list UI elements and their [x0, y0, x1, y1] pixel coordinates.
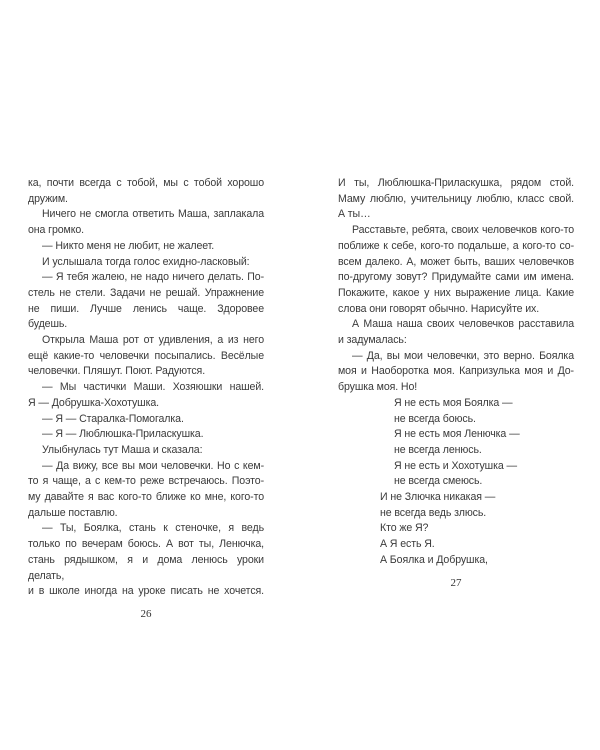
poem-line: Я не есть моя Боялка —: [394, 396, 513, 409]
text-line: брушка моя. Но!: [338, 381, 418, 394]
text-line: и задумалась:: [338, 334, 407, 347]
poem-line: не всегда ленюсь.: [394, 443, 482, 456]
text-line: стань рядышком, я и дома ленюсь уроки делать,: [28, 553, 264, 582]
right-page-text: [338, 176, 574, 591]
text-line: моя и Наоборотка моя. Капризулька моя и До-: [338, 365, 574, 378]
poem-line: Я не есть и Хохотушка —: [394, 459, 517, 472]
poem-line: Я не есть моя Ленючка —: [394, 428, 520, 441]
text-line: Открыла Маша рот от удивления, а из него: [42, 334, 264, 347]
text-line: не пиши. Лучше ленись чаще. Здоровее будешь.: [28, 302, 264, 331]
left-page-text: [28, 176, 264, 623]
text-line: стель не стели. Задачи не решай. Упражнение: [28, 286, 264, 299]
text-line: дальше поставлю.: [28, 506, 118, 519]
text-line: Я — Добрушка-Хохотушка.: [28, 396, 159, 409]
poem-line: И не Злючка никакая —: [380, 491, 496, 504]
text-line: то я чаще, а с кем-то реже встречаюсь. Поэто-: [28, 475, 264, 488]
text-line: и в школе иногда на уроке писать не хочется.: [28, 585, 264, 598]
poem-line: не всегда смеюсь.: [394, 475, 483, 488]
text-line: она громко.: [28, 224, 84, 237]
page-number-left: 26: [140, 607, 152, 620]
text-line: му давайте я вас кого-то ближе ко мне, кого-то: [28, 491, 264, 504]
text-line: А ты…: [338, 208, 371, 221]
text-line: ещё какие-то человечки посыпались. Весёлые: [28, 349, 264, 362]
text-line: по-другому зовут? Придумайте сами им имена.: [338, 271, 574, 284]
text-line: — Я — Люблюшка-Приласкушка.: [42, 428, 204, 441]
poem-line: А Я есть Я.: [380, 538, 435, 551]
text-line: Расставьте, ребята, своих человечков кого-то: [352, 224, 574, 237]
poem-line: не всегда ведь злюсь.: [380, 506, 487, 519]
text-line: — Я — Старалка-Помогалка.: [42, 412, 184, 425]
poem-line: А Боялка и Добрушка,: [380, 553, 488, 566]
text-line: человечки. Пляшут. Поют. Радуются.: [28, 365, 206, 378]
text-line: — Да, вы мои человечки, это верно. Боялка: [352, 349, 574, 362]
poem-line: Кто же Я?: [380, 522, 429, 535]
text-line: дружим.: [28, 192, 68, 205]
text-line: только по вечерам боюсь. А вот ты, Ленючка,: [28, 538, 264, 551]
text-line: — Ты, Боялка, стань к стеночке, я ведь: [42, 522, 264, 535]
text-line: Покажите, какое у них выражение лица. Какие: [338, 286, 574, 299]
text-line: И услышала тогда голос ехидно-ласковый:: [42, 255, 250, 268]
text-line: Ничего не смогла ответить Маша, заплакала: [42, 208, 264, 221]
page-number-right: 27: [450, 576, 462, 589]
text-line: И ты, Люблюшка-Приласкушка, рядом стой.: [338, 177, 574, 189]
text-line: Улыбнулась тут Маша и сказала:: [42, 443, 203, 456]
text-line: — Мы частички Маши. Хозяюшки нашей.: [42, 381, 264, 394]
text-line: всем далеко. А, может быть, ваших человечков: [338, 255, 574, 268]
text-line: — Никто меня не любит, не жалеет.: [42, 239, 215, 252]
poem-line: не всегда боюсь.: [394, 412, 476, 425]
text-line: поближе к себе, кого-то подальше, а кого-то со-: [338, 239, 574, 252]
text-line: — Я тебя жалею, не надо ничего делать. По-: [42, 271, 264, 284]
text-line: А Маша наша своих человечков расставила: [352, 318, 574, 331]
text-line: Маму люблю, учительницу люблю, класс свой.: [338, 192, 574, 205]
text-line: — Да вижу, все вы мои человечки. Но с кем-: [42, 459, 264, 472]
text-line: ка, почти всегда с тобой, мы с тобой хорошо: [28, 177, 264, 189]
text-line: слова они говорят обычно. Нарисуйте их.: [338, 302, 540, 315]
